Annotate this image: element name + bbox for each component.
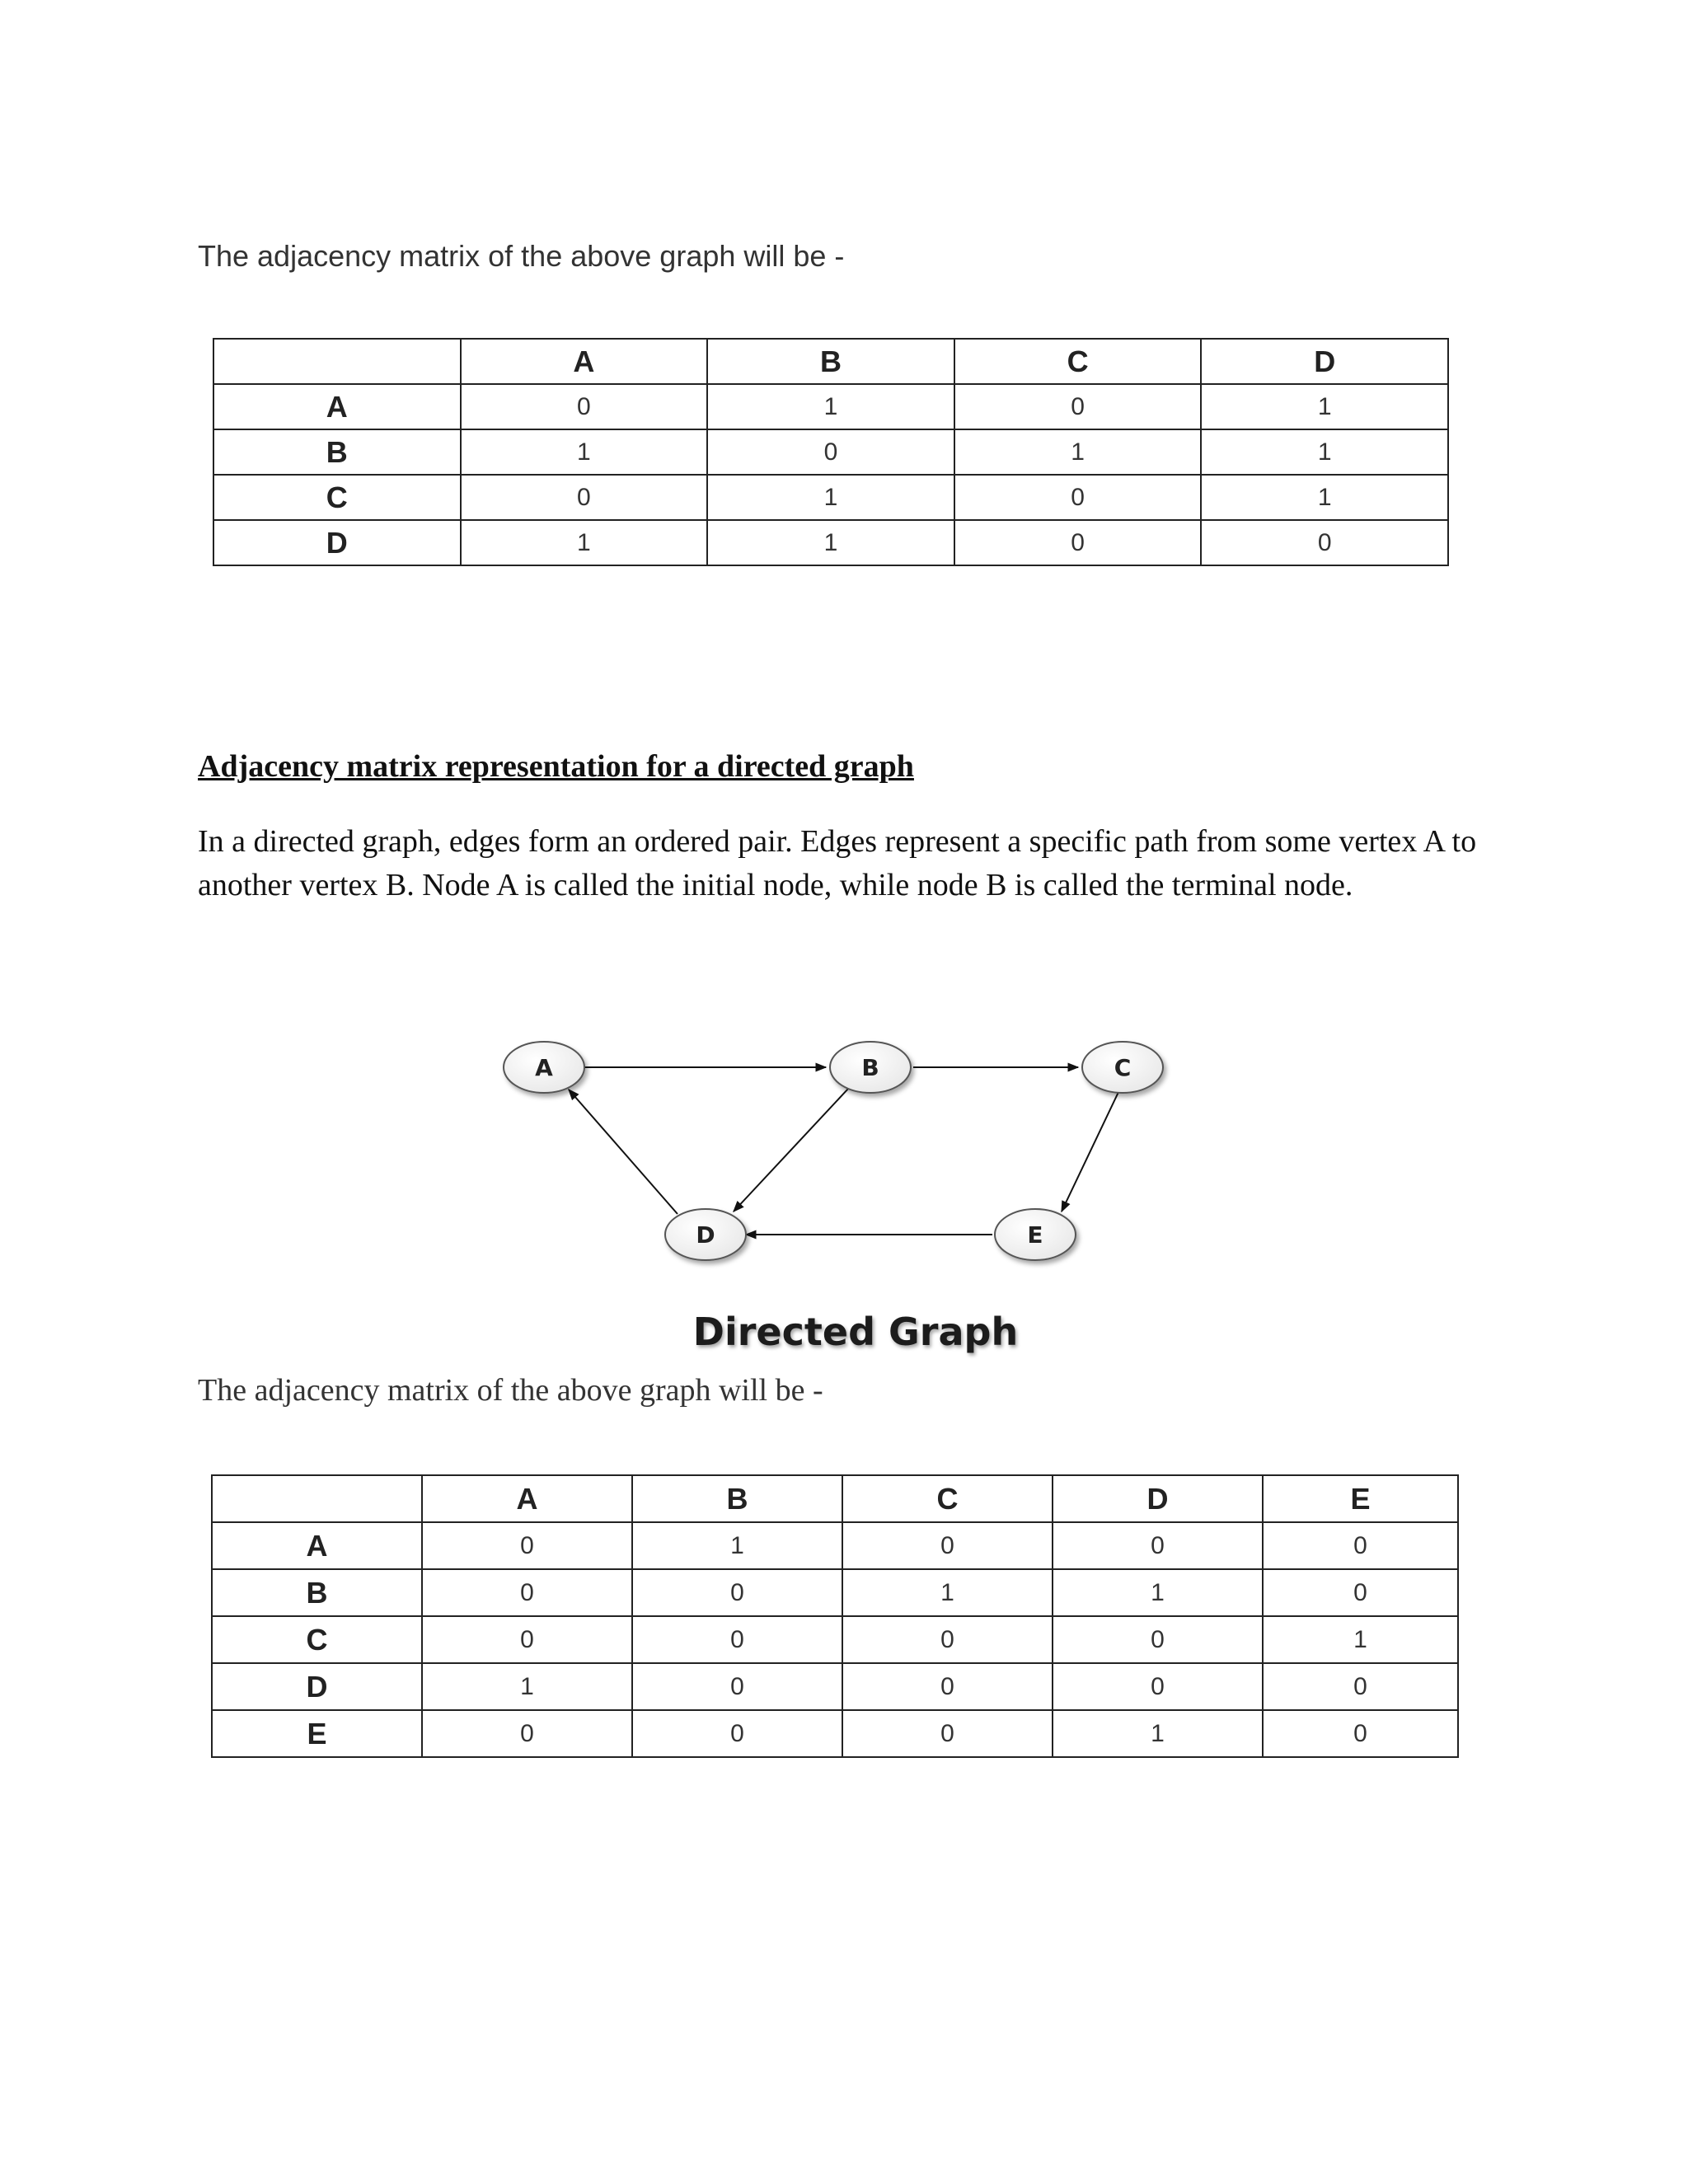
graph-node-d bbox=[665, 1209, 746, 1260]
row-header: A bbox=[213, 384, 461, 429]
edge-c-e bbox=[1062, 1090, 1119, 1212]
graph-node-e bbox=[995, 1209, 1076, 1260]
column-header: B bbox=[632, 1475, 842, 1522]
matrix-cell: 1 bbox=[1263, 1616, 1458, 1663]
matrix-cell: 1 bbox=[632, 1522, 842, 1569]
matrix-row bbox=[213, 429, 1448, 475]
matrix-cell: 0 bbox=[1263, 1569, 1458, 1616]
row-header: C bbox=[212, 1616, 422, 1663]
edge-d-a bbox=[569, 1090, 678, 1214]
matrix-corner-cell bbox=[212, 1475, 422, 1522]
row-header: E bbox=[212, 1710, 422, 1757]
matrix-cell: 0 bbox=[842, 1663, 1053, 1710]
matrix-cell: 0 bbox=[632, 1569, 842, 1616]
row-header: A bbox=[212, 1522, 422, 1569]
directed-graph-description: In a directed graph, edges form an ordered pair. Edges represent a specific path from some vertex A to another vertex B. Node A is called the initial node, while node B is called the terminal node. bbox=[198, 824, 1477, 902]
column-header: D bbox=[1053, 1475, 1263, 1522]
node-label: D bbox=[696, 1221, 715, 1249]
graph-node-a bbox=[504, 1042, 584, 1093]
row-header: B bbox=[213, 429, 461, 475]
matrix-cell: 0 bbox=[1053, 1522, 1263, 1569]
directed-adjacency-matrix bbox=[211, 1474, 1459, 1758]
node-label: C bbox=[1114, 1054, 1132, 1081]
row-header: D bbox=[212, 1663, 422, 1710]
matrix-cell: 1 bbox=[1201, 475, 1448, 520]
matrix-cell: 0 bbox=[1053, 1663, 1263, 1710]
matrix-cell: 1 bbox=[707, 384, 954, 429]
row-header: C bbox=[213, 475, 461, 520]
column-header: E bbox=[1263, 1475, 1458, 1522]
matrix-cell: 1 bbox=[1053, 1710, 1263, 1757]
matrix-cell: 1 bbox=[422, 1663, 632, 1710]
matrix-cell: 1 bbox=[842, 1569, 1053, 1616]
matrix-cell: 0 bbox=[1201, 520, 1448, 565]
matrix-cell: 0 bbox=[422, 1710, 632, 1757]
matrix-cell: 0 bbox=[1263, 1710, 1458, 1757]
matrix-row bbox=[212, 1663, 1458, 1710]
matrix-intro-text: The adjacency matrix of the above graph will be - bbox=[198, 239, 845, 273]
column-header: C bbox=[842, 1475, 1053, 1522]
graph-node-c bbox=[1082, 1042, 1163, 1093]
column-header: A bbox=[422, 1475, 632, 1522]
matrix-header-row bbox=[213, 339, 1448, 384]
column-header: A bbox=[461, 339, 708, 384]
matrix-cell: 0 bbox=[632, 1663, 842, 1710]
matrix-cell: 1 bbox=[461, 520, 708, 565]
matrix-corner-cell bbox=[213, 339, 461, 384]
directed-graph-diagram bbox=[462, 1014, 1203, 1368]
matrix-row bbox=[213, 384, 1448, 429]
matrix-cell: 0 bbox=[632, 1710, 842, 1757]
undirected-adjacency-matrix bbox=[213, 338, 1449, 566]
matrix-cell: 0 bbox=[422, 1522, 632, 1569]
matrix-row bbox=[212, 1616, 1458, 1663]
matrix-cell: 1 bbox=[1201, 384, 1448, 429]
matrix-cell: 0 bbox=[842, 1710, 1053, 1757]
row-header: D bbox=[213, 520, 461, 565]
column-header: D bbox=[1201, 339, 1448, 384]
column-header: C bbox=[954, 339, 1202, 384]
edge-b-d bbox=[734, 1088, 849, 1212]
matrix-cell: 1 bbox=[954, 429, 1202, 475]
matrix-cell: 1 bbox=[707, 520, 954, 565]
graph-node-b bbox=[830, 1042, 911, 1093]
matrix-cell: 0 bbox=[461, 475, 708, 520]
matrix-cell: 0 bbox=[954, 475, 1202, 520]
matrix-cell: 0 bbox=[422, 1569, 632, 1616]
matrix-row bbox=[213, 475, 1448, 520]
row-header: B bbox=[212, 1569, 422, 1616]
section-heading: Adjacency matrix representation for a directed graph bbox=[198, 749, 914, 784]
graph-caption: Directed Graph bbox=[692, 1310, 1019, 1354]
matrix-cell: 0 bbox=[954, 520, 1202, 565]
matrix-row bbox=[213, 520, 1448, 565]
matrix-cell: 1 bbox=[1201, 429, 1448, 475]
matrix-cell: 0 bbox=[954, 384, 1202, 429]
node-label: E bbox=[1027, 1221, 1043, 1249]
matrix-cell: 1 bbox=[707, 475, 954, 520]
matrix-cell: 1 bbox=[1053, 1569, 1263, 1616]
matrix-cell: 0 bbox=[1263, 1522, 1458, 1569]
matrix-cell: 0 bbox=[422, 1616, 632, 1663]
matrix-cell: 0 bbox=[632, 1616, 842, 1663]
matrix-cell: 1 bbox=[461, 429, 708, 475]
column-header: B bbox=[707, 339, 954, 384]
matrix-intro-text: The adjacency matrix of the above graph will be - bbox=[198, 1373, 823, 1408]
matrix-cell: 0 bbox=[842, 1616, 1053, 1663]
node-label: B bbox=[861, 1054, 879, 1081]
matrix-cell: 0 bbox=[842, 1522, 1053, 1569]
matrix-row bbox=[212, 1522, 1458, 1569]
node-label: A bbox=[535, 1054, 553, 1081]
matrix-row bbox=[212, 1710, 1458, 1757]
matrix-cell: 0 bbox=[1263, 1663, 1458, 1710]
matrix-cell: 0 bbox=[1053, 1616, 1263, 1663]
matrix-cell: 0 bbox=[707, 429, 954, 475]
matrix-row bbox=[212, 1569, 1458, 1616]
matrix-cell: 0 bbox=[461, 384, 708, 429]
matrix-header-row bbox=[212, 1475, 1458, 1522]
